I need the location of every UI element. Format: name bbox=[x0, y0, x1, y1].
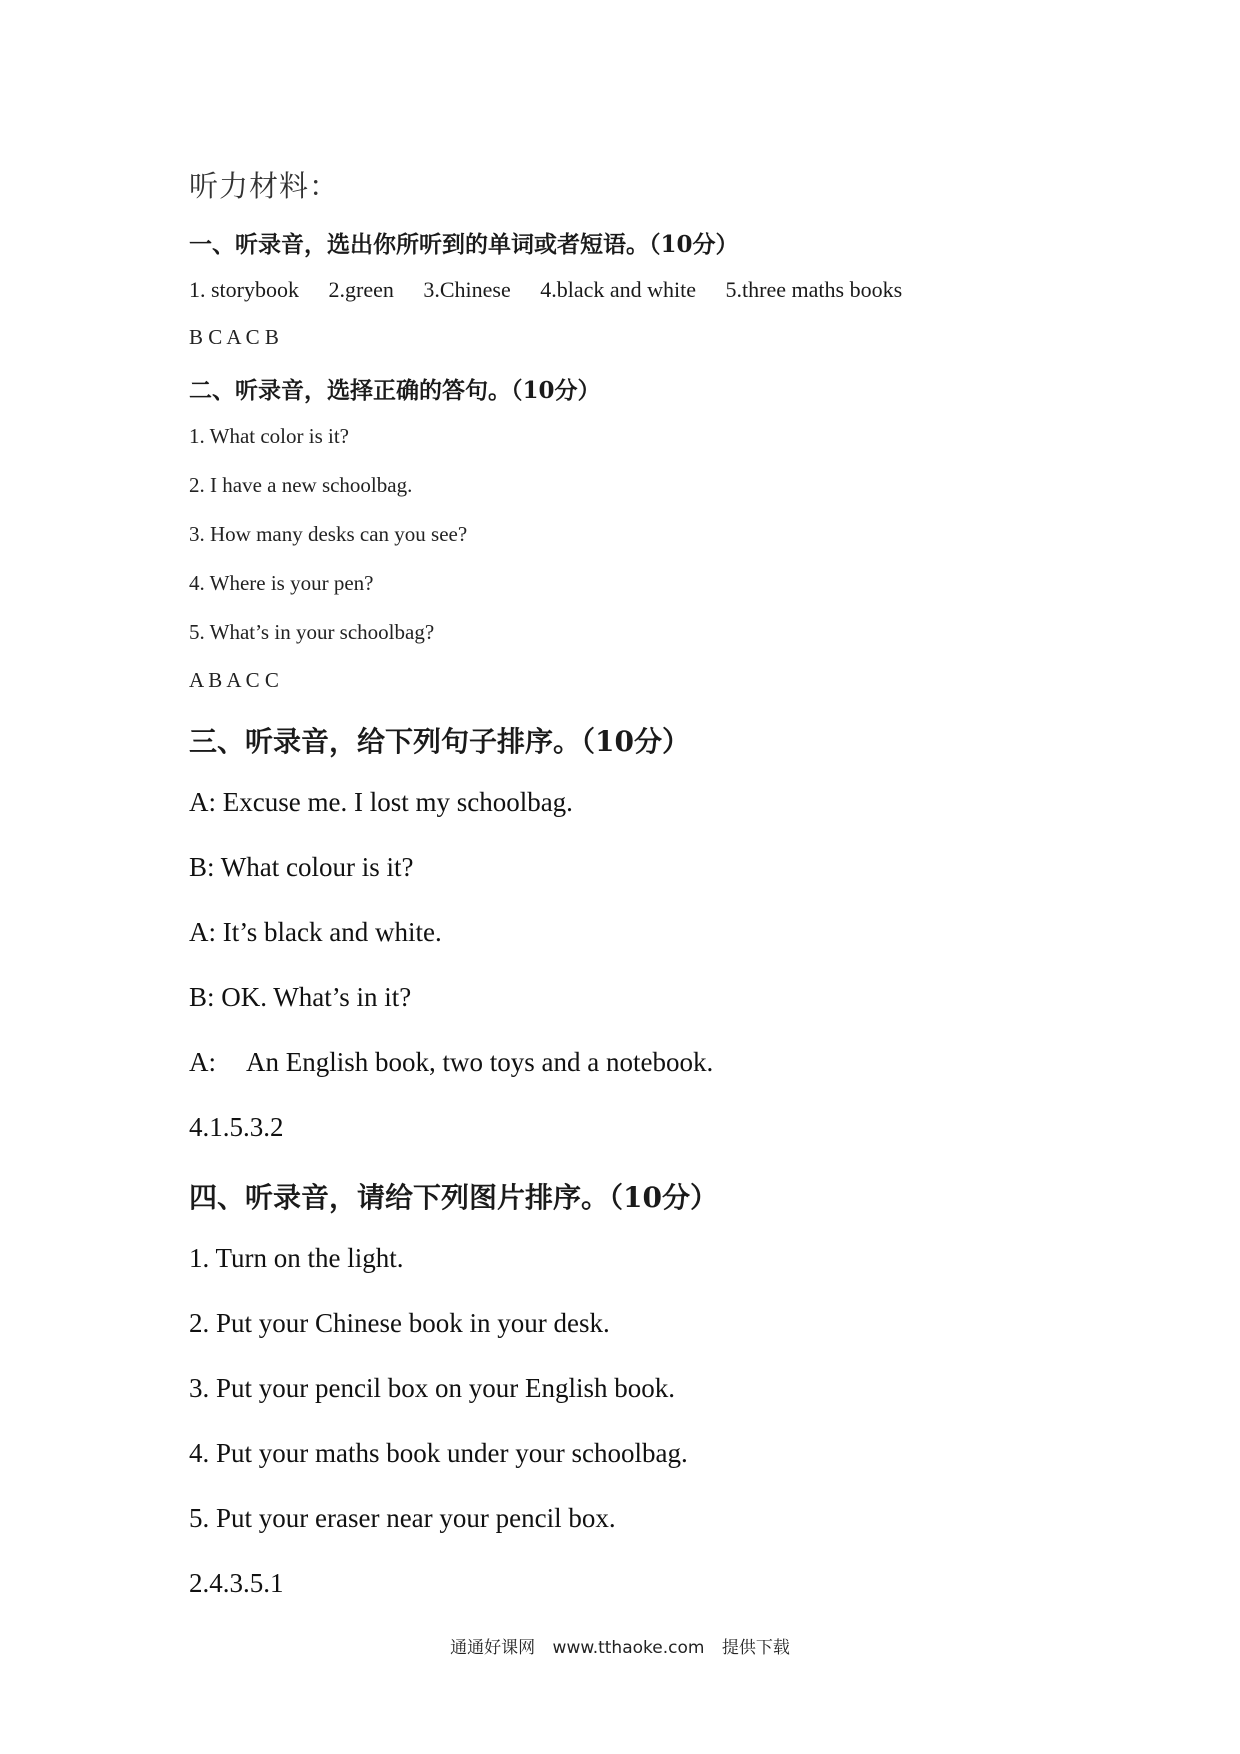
dialogue-text: OK. What’s in it? bbox=[221, 982, 412, 1012]
section1-item: 5.three maths books bbox=[725, 277, 903, 302]
section1-item: 1. storybook bbox=[189, 277, 299, 302]
footer-url-link[interactable]: www.tthaoke.com bbox=[552, 1638, 705, 1658]
section2-item: 4. Where is your pen? bbox=[189, 571, 374, 595]
dialogue-text: It’s black and white. bbox=[222, 917, 442, 947]
section1-item: 2.green bbox=[328, 277, 394, 302]
dialogue-text: An English book, two toys and a notebook. bbox=[246, 1047, 714, 1077]
dialogue-speaker: A: bbox=[189, 1047, 216, 1077]
dialogue-text: What colour is it? bbox=[220, 852, 414, 882]
section1-answer: B C A C B bbox=[189, 325, 279, 349]
footer-site-name: 通通好课网 bbox=[450, 1638, 536, 1658]
section2-item: 3. How many desks can you see? bbox=[189, 522, 468, 546]
section1-heading: 一、听录音，选出你所听到的单词或者短语。（10分） bbox=[189, 231, 739, 258]
section1-item: 3.Chinese bbox=[423, 277, 511, 302]
section4-item: 1. Turn on the light. bbox=[189, 1243, 404, 1273]
section1-items bbox=[189, 277, 926, 303]
dialogue-line bbox=[189, 852, 413, 883]
dialogue-line bbox=[189, 1047, 713, 1078]
section2-item: 2. I have a new schoolbag. bbox=[189, 473, 413, 497]
section4-heading: 四、听录音，请给下列图片排序。（10分） bbox=[189, 1181, 718, 1214]
section4-item: 5. Put your eraser near your pencil box. bbox=[189, 1503, 616, 1533]
section2-item: 5. What’s in your schoolbag? bbox=[189, 620, 435, 644]
section4-item: 3. Put your pencil box on your English book. bbox=[189, 1373, 675, 1403]
dialogue-speaker: B: bbox=[189, 852, 215, 882]
section4-item: 2. Put your Chinese book in your desk. bbox=[189, 1308, 610, 1338]
section1-item: 4.black and white bbox=[540, 277, 697, 302]
section3-heading: 三、听录音，给下列句子排序。（10分） bbox=[189, 725, 690, 758]
footer-credit bbox=[0, 1633, 1240, 1658]
dialogue-text: Excuse me. I lost my schoolbag. bbox=[222, 787, 573, 817]
dialogue-speaker: B: bbox=[189, 982, 215, 1012]
section2-item: 1. What color is it? bbox=[189, 424, 349, 448]
section4-item: 4. Put your maths book under your schoolbag. bbox=[189, 1438, 688, 1468]
page-title: 听力材料： bbox=[189, 169, 340, 203]
dialogue-speaker: A: bbox=[189, 787, 216, 817]
dialogue-line bbox=[189, 982, 411, 1013]
section4-answer: 2.4.3.5.1 bbox=[189, 1568, 284, 1598]
section3-answer: 4.1.5.3.2 bbox=[189, 1112, 284, 1142]
dialogue-line bbox=[189, 917, 442, 948]
dialogue-line bbox=[189, 787, 573, 818]
dialogue-speaker: A: bbox=[189, 917, 216, 947]
section2-heading: 二、听录音，选择正确的答句。（10分） bbox=[189, 377, 601, 404]
section2-answer: A B A C C bbox=[189, 668, 279, 692]
footer-suffix: 提供下载 bbox=[721, 1638, 790, 1658]
